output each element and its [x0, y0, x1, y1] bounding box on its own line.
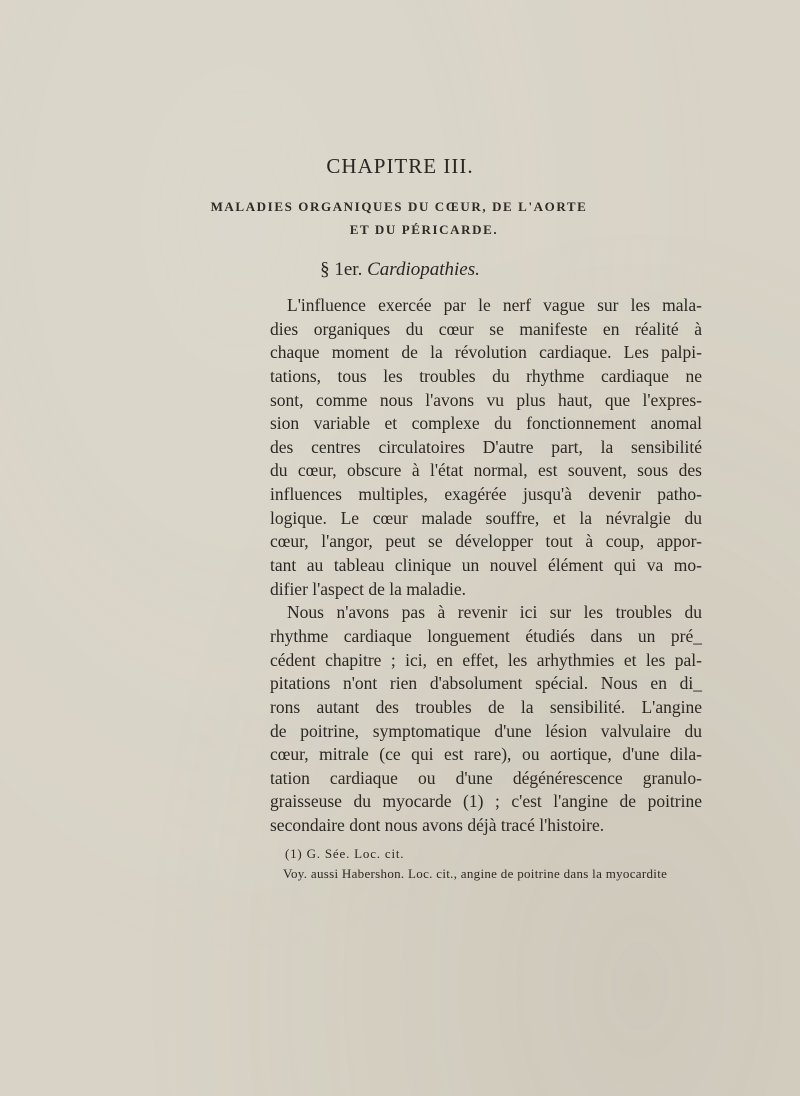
body-line: pitations n'ont rien d'absolument spécial. Nous en di_: [270, 673, 702, 694]
body-line: cœur, l'angor, peut se développer tout à coup, appor-: [270, 531, 702, 552]
section-number: § 1er.: [320, 259, 363, 280]
chapter-title: CHAPITRE III.: [326, 154, 474, 178]
footnote-2: Voy. aussi Habershon. Loc. cit., angine de poitrine dans la myocardite: [283, 866, 668, 881]
body-line: logique. Le cœur malade souffre, et la névralgie du: [270, 507, 702, 528]
section-heading: [0, 259, 800, 281]
body-line: tations, tous les troubles du rhythme cardiaque ne: [270, 365, 702, 386]
body-line: cœur, mitrale (ce qui est rare), ou aortique, d'une dila-: [270, 744, 702, 765]
body-line: L'influence exercée par le nerf vague sur les mala-: [287, 295, 702, 315]
body-line: influences multiples, exagérée jusqu'à devenir patho-: [270, 484, 702, 505]
body-line: de poitrine, symptomatique d'une lésion valvulaire du: [270, 720, 702, 741]
body-line: rons autant des troubles de la sensibilité. L'angine: [270, 696, 702, 717]
body-line: dies organiques du cœur se manifeste en réalité à: [270, 318, 702, 339]
body-line: rhythme cardiaque longuement étudiés dans un pré_: [270, 625, 702, 646]
body-line: tant au tableau clinique un nouvel élément qui va mo-: [270, 555, 702, 576]
chapter-heading-line-2: ET DU PÉRICARDE.: [349, 222, 499, 237]
body-text: [270, 294, 702, 838]
chapter-heading-line-1: MALADIES ORGANIQUES DU CŒUR, DE L'AORTE: [210, 199, 588, 214]
body-line: sion variable et complexe du fonctionnement anomal: [270, 413, 702, 434]
footnote-1: (1) G. Sée. Loc. cit.: [285, 846, 405, 861]
body-line: graisseuse du myocarde (1) ; c'est l'angine de poitrine: [270, 791, 702, 812]
footnotes: [283, 844, 713, 884]
body-line: tation cardiaque ou d'une dégénérescence granulo-: [270, 767, 702, 788]
body-line: Nous n'avons pas à revenir ici sur les troubles du: [287, 602, 702, 623]
body-line: sont, comme nous l'avons vu plus haut, que l'expres-: [270, 389, 702, 410]
body-line: du cœur, obscure à l'état normal, est souvent, sous des: [270, 460, 702, 481]
body-line: cédent chapitre ; ici, en effet, les arhythmies et les pal-: [270, 649, 702, 670]
body-line: chaque moment de la révolution cardiaque. Les palpi-: [270, 342, 702, 363]
body-line: secondaire dont nous avons déjà tracé l'histoire.: [270, 815, 605, 836]
section-title: Cardiopathies.: [367, 259, 480, 280]
body-line: difier l'aspect de la maladie.: [270, 578, 467, 599]
body-line: des centres circulatoires D'autre part, la sensibilité: [270, 436, 702, 457]
